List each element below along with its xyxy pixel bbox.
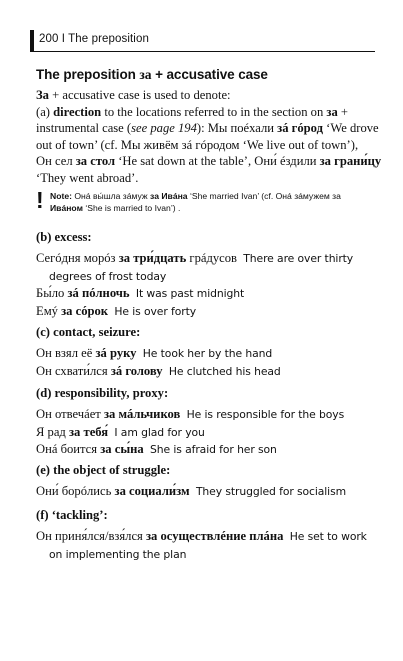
example-row xyxy=(36,441,376,459)
running-header xyxy=(30,30,375,52)
intro-text: + accusative case is used to denote: xyxy=(48,88,231,102)
example-bold: зá руку xyxy=(95,346,137,360)
section-heading: (f) ‘tackling’: xyxy=(36,508,108,522)
example-row-cont xyxy=(36,268,376,286)
example-row-cont xyxy=(36,546,376,564)
intro-za: за xyxy=(326,104,338,119)
example-en: He is over forty xyxy=(114,304,196,318)
label-a: (a) xyxy=(36,104,54,119)
example-bold: за сы́на xyxy=(100,442,144,456)
section-title xyxy=(36,67,268,83)
example-en: They struggled for socialism xyxy=(195,485,347,498)
example-bold: за социали́зм xyxy=(114,484,190,498)
intro-text: to the locations referred to in the section on xyxy=(101,104,327,119)
section-c xyxy=(36,324,376,341)
example-bold: за тебя́ xyxy=(69,424,109,439)
intro-line-6: ‘They went abroad’. xyxy=(36,170,139,185)
intro-line-1 xyxy=(36,87,376,104)
intro-text: ‘He sat down at the table’, Они́ éздили xyxy=(115,154,320,168)
example-row xyxy=(36,483,376,501)
intro-text: ): Мы поéхали xyxy=(196,121,278,135)
intro-line-3 xyxy=(36,120,379,137)
example-row xyxy=(36,406,376,424)
direction-term: direction xyxy=(53,104,102,119)
title-preposition: за xyxy=(139,67,152,82)
page-label: 200 I The preposition xyxy=(39,33,149,45)
exclamation-icon: ! xyxy=(36,187,44,213)
note-label: Note: xyxy=(50,191,72,201)
example-ru: Он взял её xyxy=(36,346,96,360)
example-bold: зá пóлночь xyxy=(67,286,130,300)
section-heading: (c) contact, seizure: xyxy=(36,325,141,339)
example-row xyxy=(36,528,376,546)
note-text xyxy=(50,190,341,214)
example-ru: грáдусов xyxy=(186,251,237,265)
example-ru: Он отвечáет xyxy=(36,407,104,421)
intro-text: ‘We drove xyxy=(323,121,379,135)
example-bold: зá гóрод xyxy=(277,121,323,135)
example-row xyxy=(36,250,376,268)
section-b xyxy=(36,229,376,246)
example-bold: за сóрок xyxy=(61,303,109,318)
example-en: He took her by the hand xyxy=(142,347,273,360)
note-bold: за Ивáна xyxy=(150,191,188,201)
example-row xyxy=(36,345,376,363)
example-row xyxy=(36,363,376,381)
example-row xyxy=(36,285,376,303)
example-en: I am glad for you xyxy=(114,425,205,439)
section-heading: (d) responsibility, proxy: xyxy=(36,386,169,400)
header-rule xyxy=(30,51,375,52)
example-bold: зá голову xyxy=(110,363,163,378)
title-suffix: + accusative case xyxy=(155,67,268,82)
example-ru: Они́ борóлись xyxy=(36,484,115,498)
intro-line-4: out of town’ (cf. Мы живём зá гóродом ‘We live out of town’), xyxy=(36,137,359,152)
example-en: He is responsible for the boys xyxy=(186,408,345,421)
intro-paragraph xyxy=(36,87,382,186)
example-en: He clutched his head xyxy=(168,364,281,378)
intro-za: За xyxy=(36,88,49,102)
note-bold: Ивáном xyxy=(50,203,83,213)
example-en: There are over thirty xyxy=(243,252,354,265)
example-ru: Онá боится xyxy=(36,442,101,456)
example-bold: за осуществлéние плáна xyxy=(146,529,284,543)
intro-text: instrumental case ( xyxy=(36,121,132,135)
example-bold: за стол xyxy=(75,154,116,168)
section-heading: (e) the object of struggle: xyxy=(36,463,171,477)
section-d xyxy=(36,385,376,402)
intro-text: Он сел xyxy=(36,154,76,168)
example-en: She is afraid for her son xyxy=(150,443,277,456)
example-en: degrees of frost today xyxy=(49,269,167,283)
page-reference: see page 194 xyxy=(131,121,197,135)
note-part: ‘She married Ivan’ (cf. Онá зáмужем за xyxy=(187,191,341,201)
title-prefix: The preposition xyxy=(36,67,136,82)
section-d-examples xyxy=(36,406,376,459)
example-ru: Емý xyxy=(36,303,62,318)
section-f-examples xyxy=(36,528,376,563)
example-ru: Он приня́лся/взя́лся xyxy=(36,529,146,543)
example-en: He set to work xyxy=(289,530,367,543)
section-heading: (b) excess: xyxy=(36,230,92,244)
intro-line-5 xyxy=(36,153,382,170)
section-b-examples xyxy=(36,250,376,320)
example-bold: за мáльчиков xyxy=(103,407,181,421)
section-c-examples xyxy=(36,345,376,380)
section-e-examples xyxy=(36,483,376,501)
example-en: It was past midnight xyxy=(135,287,245,300)
note-line-1 xyxy=(50,190,341,202)
header-bar xyxy=(30,30,34,52)
example-row xyxy=(36,303,376,321)
note-part: Онá вы́шла зáмуж xyxy=(71,191,151,201)
example-ru: Сегóдня морóз xyxy=(36,251,119,265)
example-ru: Он схвати́лся xyxy=(36,363,111,378)
section-f xyxy=(36,507,376,524)
intro-line-2 xyxy=(36,104,376,121)
example-ru: Бы́ло xyxy=(36,286,68,300)
section-e xyxy=(36,462,376,479)
example-ru: Я рад xyxy=(36,424,69,439)
example-en: on implementing the plan xyxy=(49,547,187,561)
note-box xyxy=(36,187,376,217)
example-row xyxy=(36,424,376,442)
example-bold: за грани́цу xyxy=(319,154,382,168)
intro-text: + xyxy=(337,104,349,119)
note-part: ‘She is married to Ivan’) . xyxy=(82,203,181,213)
note-line-2 xyxy=(50,202,341,214)
example-bold: за три́дцать xyxy=(118,251,187,265)
